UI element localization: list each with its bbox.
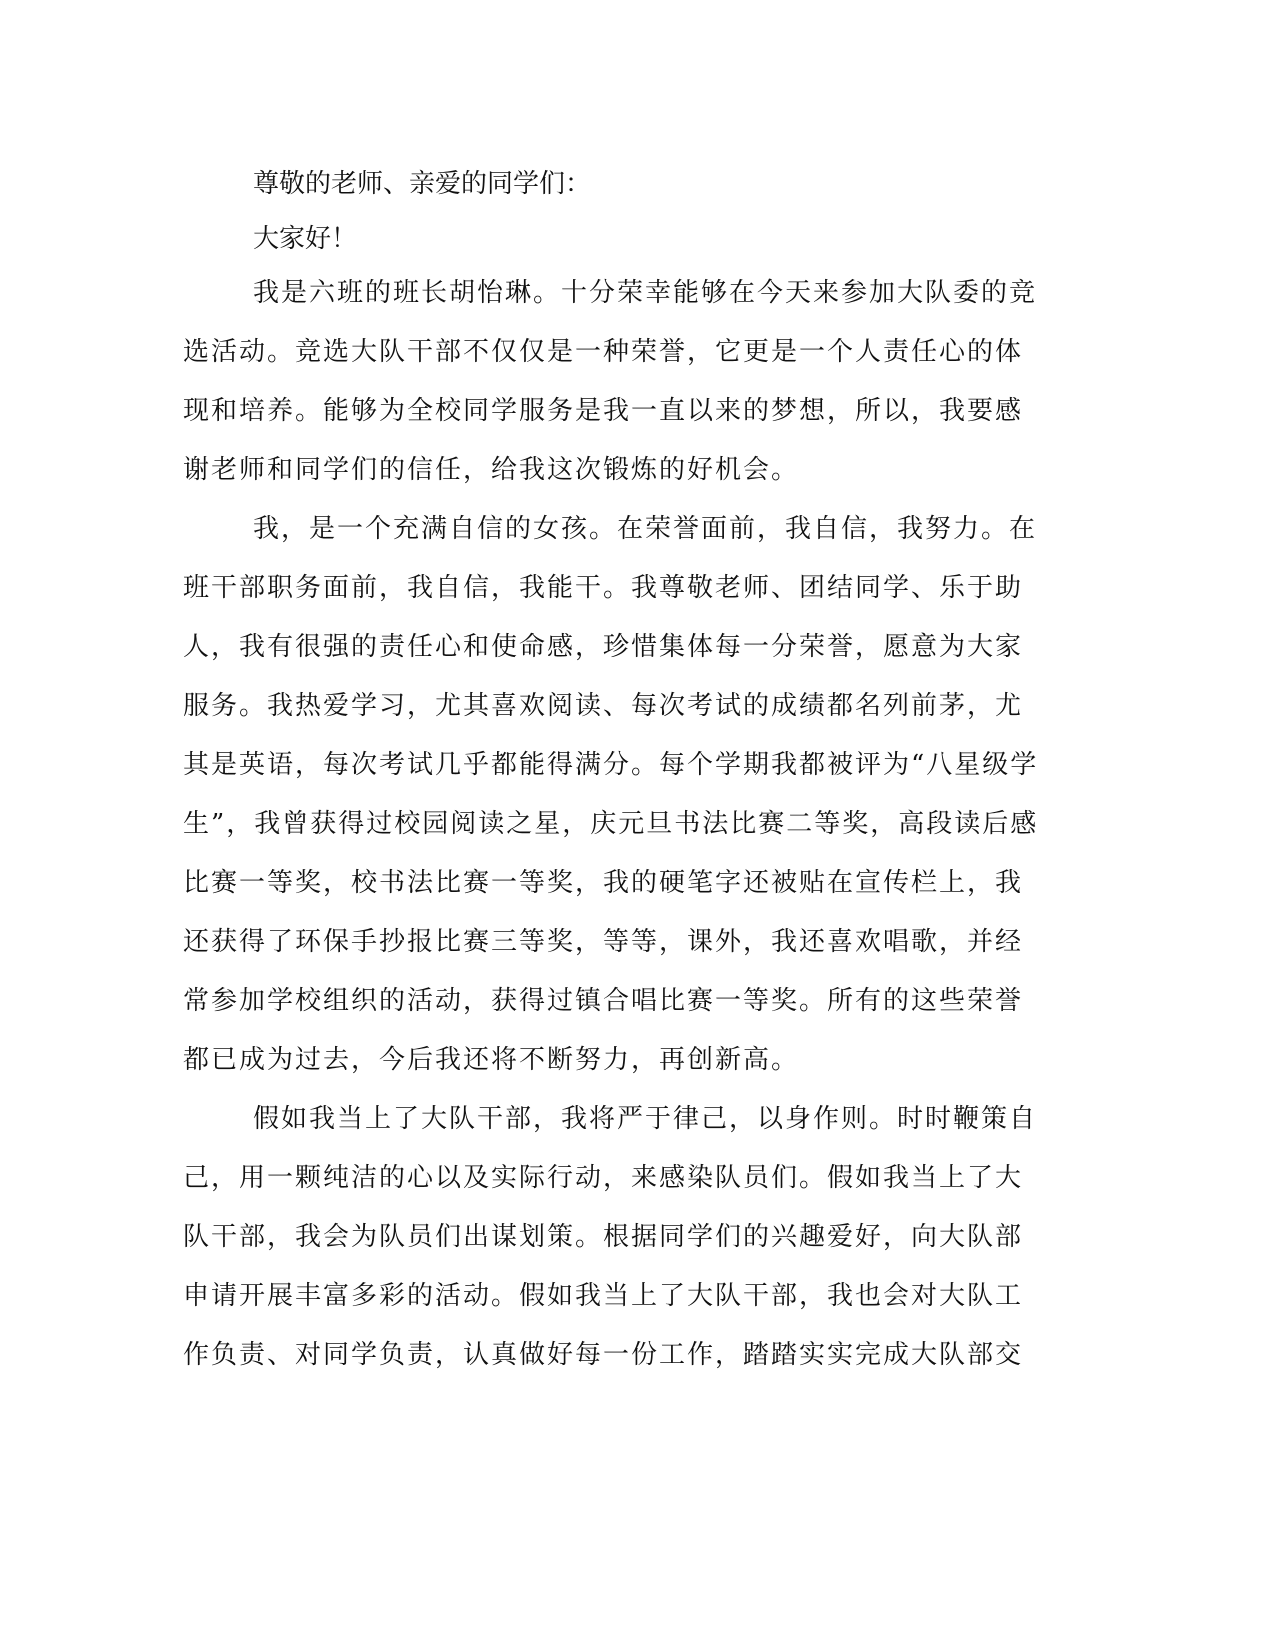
text-line: 比赛一等奖，校书法比赛一等奖，我的硬笔字还被贴在宣传栏上，我: [183, 868, 1024, 898]
text-line: 作负责、对同学负责，认真做好每一份工作，踏踏实实完成大队部交: [183, 1340, 1024, 1370]
greeting-line: 尊敬的老师、亲爱的同学们：: [253, 169, 592, 199]
text-line: 谢老师和同学们的信任，给我这次锻炼的好机会。: [183, 455, 800, 485]
speech-body: [183, 160, 1043, 1391]
text-line: 都已成为过去，今后我还将不断努力，再创新高。: [183, 1045, 800, 1075]
salutation-line: 大家好！: [253, 224, 358, 254]
text-line: 队干部，我会为队员们出谋划策。根据同学们的兴趣爱好，向大队部: [183, 1222, 1024, 1252]
text-line: 其是英语，每次考试几乎都能得满分。每个学期我都被评为“八星级学: [183, 750, 1039, 780]
text-line: 常参加学校组织的活动，获得过镇合唱比赛一等奖。所有的这些荣誉: [183, 986, 1024, 1016]
paragraph-intro: [183, 270, 1043, 506]
paragraph-promises: [183, 1096, 1043, 1391]
text-line: 还获得了环保手抄报比赛三等奖，等等，课外，我还喜欢唱歌，并经: [183, 927, 1024, 957]
text-line: 选活动。竞选大队干部不仅仅是一种荣誉，它更是一个人责任心的体: [183, 337, 1024, 367]
text-line: 假如我当上了大队干部，我将严于律己，以身作则。时时鞭策自: [253, 1104, 1038, 1134]
text-line: 我是六班的班长胡怡琳。十分荣幸能够在今天来参加大队委的竞: [253, 278, 1038, 308]
text-line: 申请开展丰富多彩的活动。假如我当上了大队干部，我也会对大队工: [183, 1281, 1024, 1311]
text-line: 现和培养。能够为全校同学服务是我一直以来的梦想，所以，我要感: [183, 396, 1024, 426]
text-line: 我，是一个充满自信的女孩。在荣誉面前，我自信，我努力。在: [253, 514, 1038, 544]
text-line: 生”，我曾获得过校园阅读之星，庆元旦书法比赛二等奖，高段读后感: [183, 809, 1039, 839]
text-line: 服务。我热爱学习，尤其喜欢阅读、每次考试的成绩都名列前茅，尤: [183, 691, 1024, 721]
text-line: 班干部职务面前，我自信，我能干。我尊敬老师、团结同学、乐于助: [183, 573, 1024, 603]
text-line: 己，用一颗纯洁的心以及实际行动，来感染队员们。假如我当上了大: [183, 1163, 1024, 1193]
paragraph-self-introduction: [183, 506, 1043, 1096]
text-line: 人，我有很强的责任心和使命感，珍惜集体每一分荣誉，愿意为大家: [183, 632, 1024, 662]
